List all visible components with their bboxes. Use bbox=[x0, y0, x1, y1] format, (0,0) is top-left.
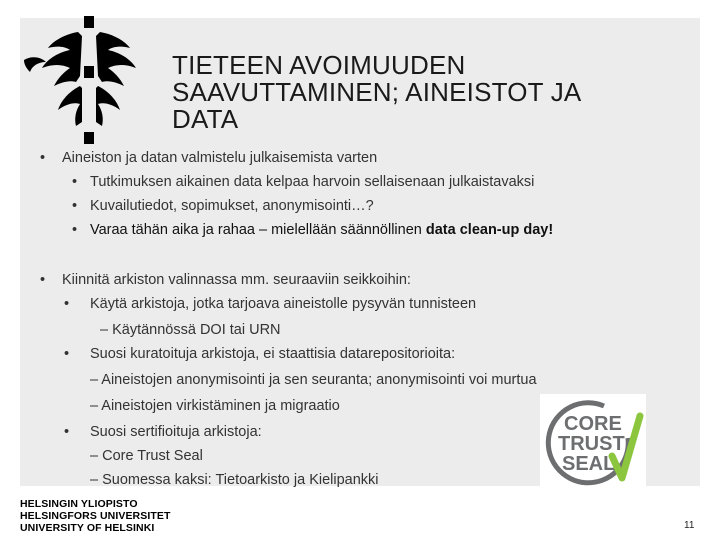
bullet-marker: • bbox=[40, 272, 46, 288]
page-number: 11 bbox=[684, 520, 695, 531]
emphasis-text: data clean-up day! bbox=[425, 222, 554, 238]
bullet-text: Kuvailutiedot, sopimukset, anonymisointi…? bbox=[90, 198, 374, 214]
bullet-text: Suosi sertifioituja arkistoja: bbox=[90, 424, 262, 440]
footer-line: UNIVERSITY OF HELSINKI bbox=[20, 522, 155, 534]
bullet-marker: • bbox=[64, 424, 70, 440]
bullet-marker: • bbox=[72, 222, 78, 238]
bullet-text bbox=[90, 222, 553, 238]
sub-bullet-text: – Käytännössä DOI tai URN bbox=[100, 322, 281, 338]
bullet-text: Käytä arkistoja, jotka tarjoava aineistolle pysyvän tunnisteen bbox=[90, 296, 477, 312]
footer-line: HELSINGIN YLIOPISTO bbox=[20, 498, 138, 510]
bullet-text: Kiinnitä arkiston valinnassa mm. seuraaviin seikkoihin: bbox=[62, 272, 411, 288]
bullet-marker: • bbox=[64, 296, 70, 312]
slide-title bbox=[172, 52, 642, 133]
seal-word: TRUST bbox=[558, 433, 625, 455]
sub-bullet-text: – Aineistojen virkistäminen ja migraatio bbox=[90, 398, 340, 414]
core-trust-seal-logo bbox=[540, 394, 646, 486]
helsinki-flame-logo bbox=[20, 16, 138, 144]
footer-line: HELSINGFORS UNIVERSITET bbox=[20, 510, 171, 522]
bullet-text: Suosi kuratoituja arkistoja, ei staattisia datarepositorioita: bbox=[90, 346, 456, 362]
sub-bullet-text: – Core Trust Seal bbox=[90, 448, 203, 464]
bullet-text-plain: Varaa tähän aika ja rahaa – mielellään säännöllinen bbox=[90, 222, 426, 238]
bullet-marker: • bbox=[40, 150, 46, 166]
bullet-text: Aineiston ja datan valmistelu julkaisemista varten bbox=[62, 150, 378, 166]
sub-bullet-text: – Aineistojen anonymisointi ja sen seuranta; anonymisointi voi murtua bbox=[90, 372, 537, 388]
bullet-text: Tutkimuksen aikainen data kelpaa harvoin sellaisenaan julkaistavaksi bbox=[90, 174, 535, 190]
seal-word: CORE bbox=[564, 413, 622, 435]
title-line: DATA bbox=[172, 104, 239, 134]
title-line: TIETEEN AVOIMUUDEN bbox=[172, 50, 466, 80]
title-line: SAAVUTTAMINEN; AINEISTOT JA bbox=[172, 77, 582, 107]
sub-bullet-text: – Suomessa kaksi: Tietoarkisto ja Kielipankki bbox=[90, 472, 379, 488]
bullet-marker: • bbox=[72, 198, 78, 214]
seal-word: SEAL bbox=[562, 453, 616, 475]
bullet-marker: • bbox=[64, 346, 70, 362]
university-footer bbox=[20, 498, 170, 534]
bullet-marker: • bbox=[72, 174, 78, 190]
